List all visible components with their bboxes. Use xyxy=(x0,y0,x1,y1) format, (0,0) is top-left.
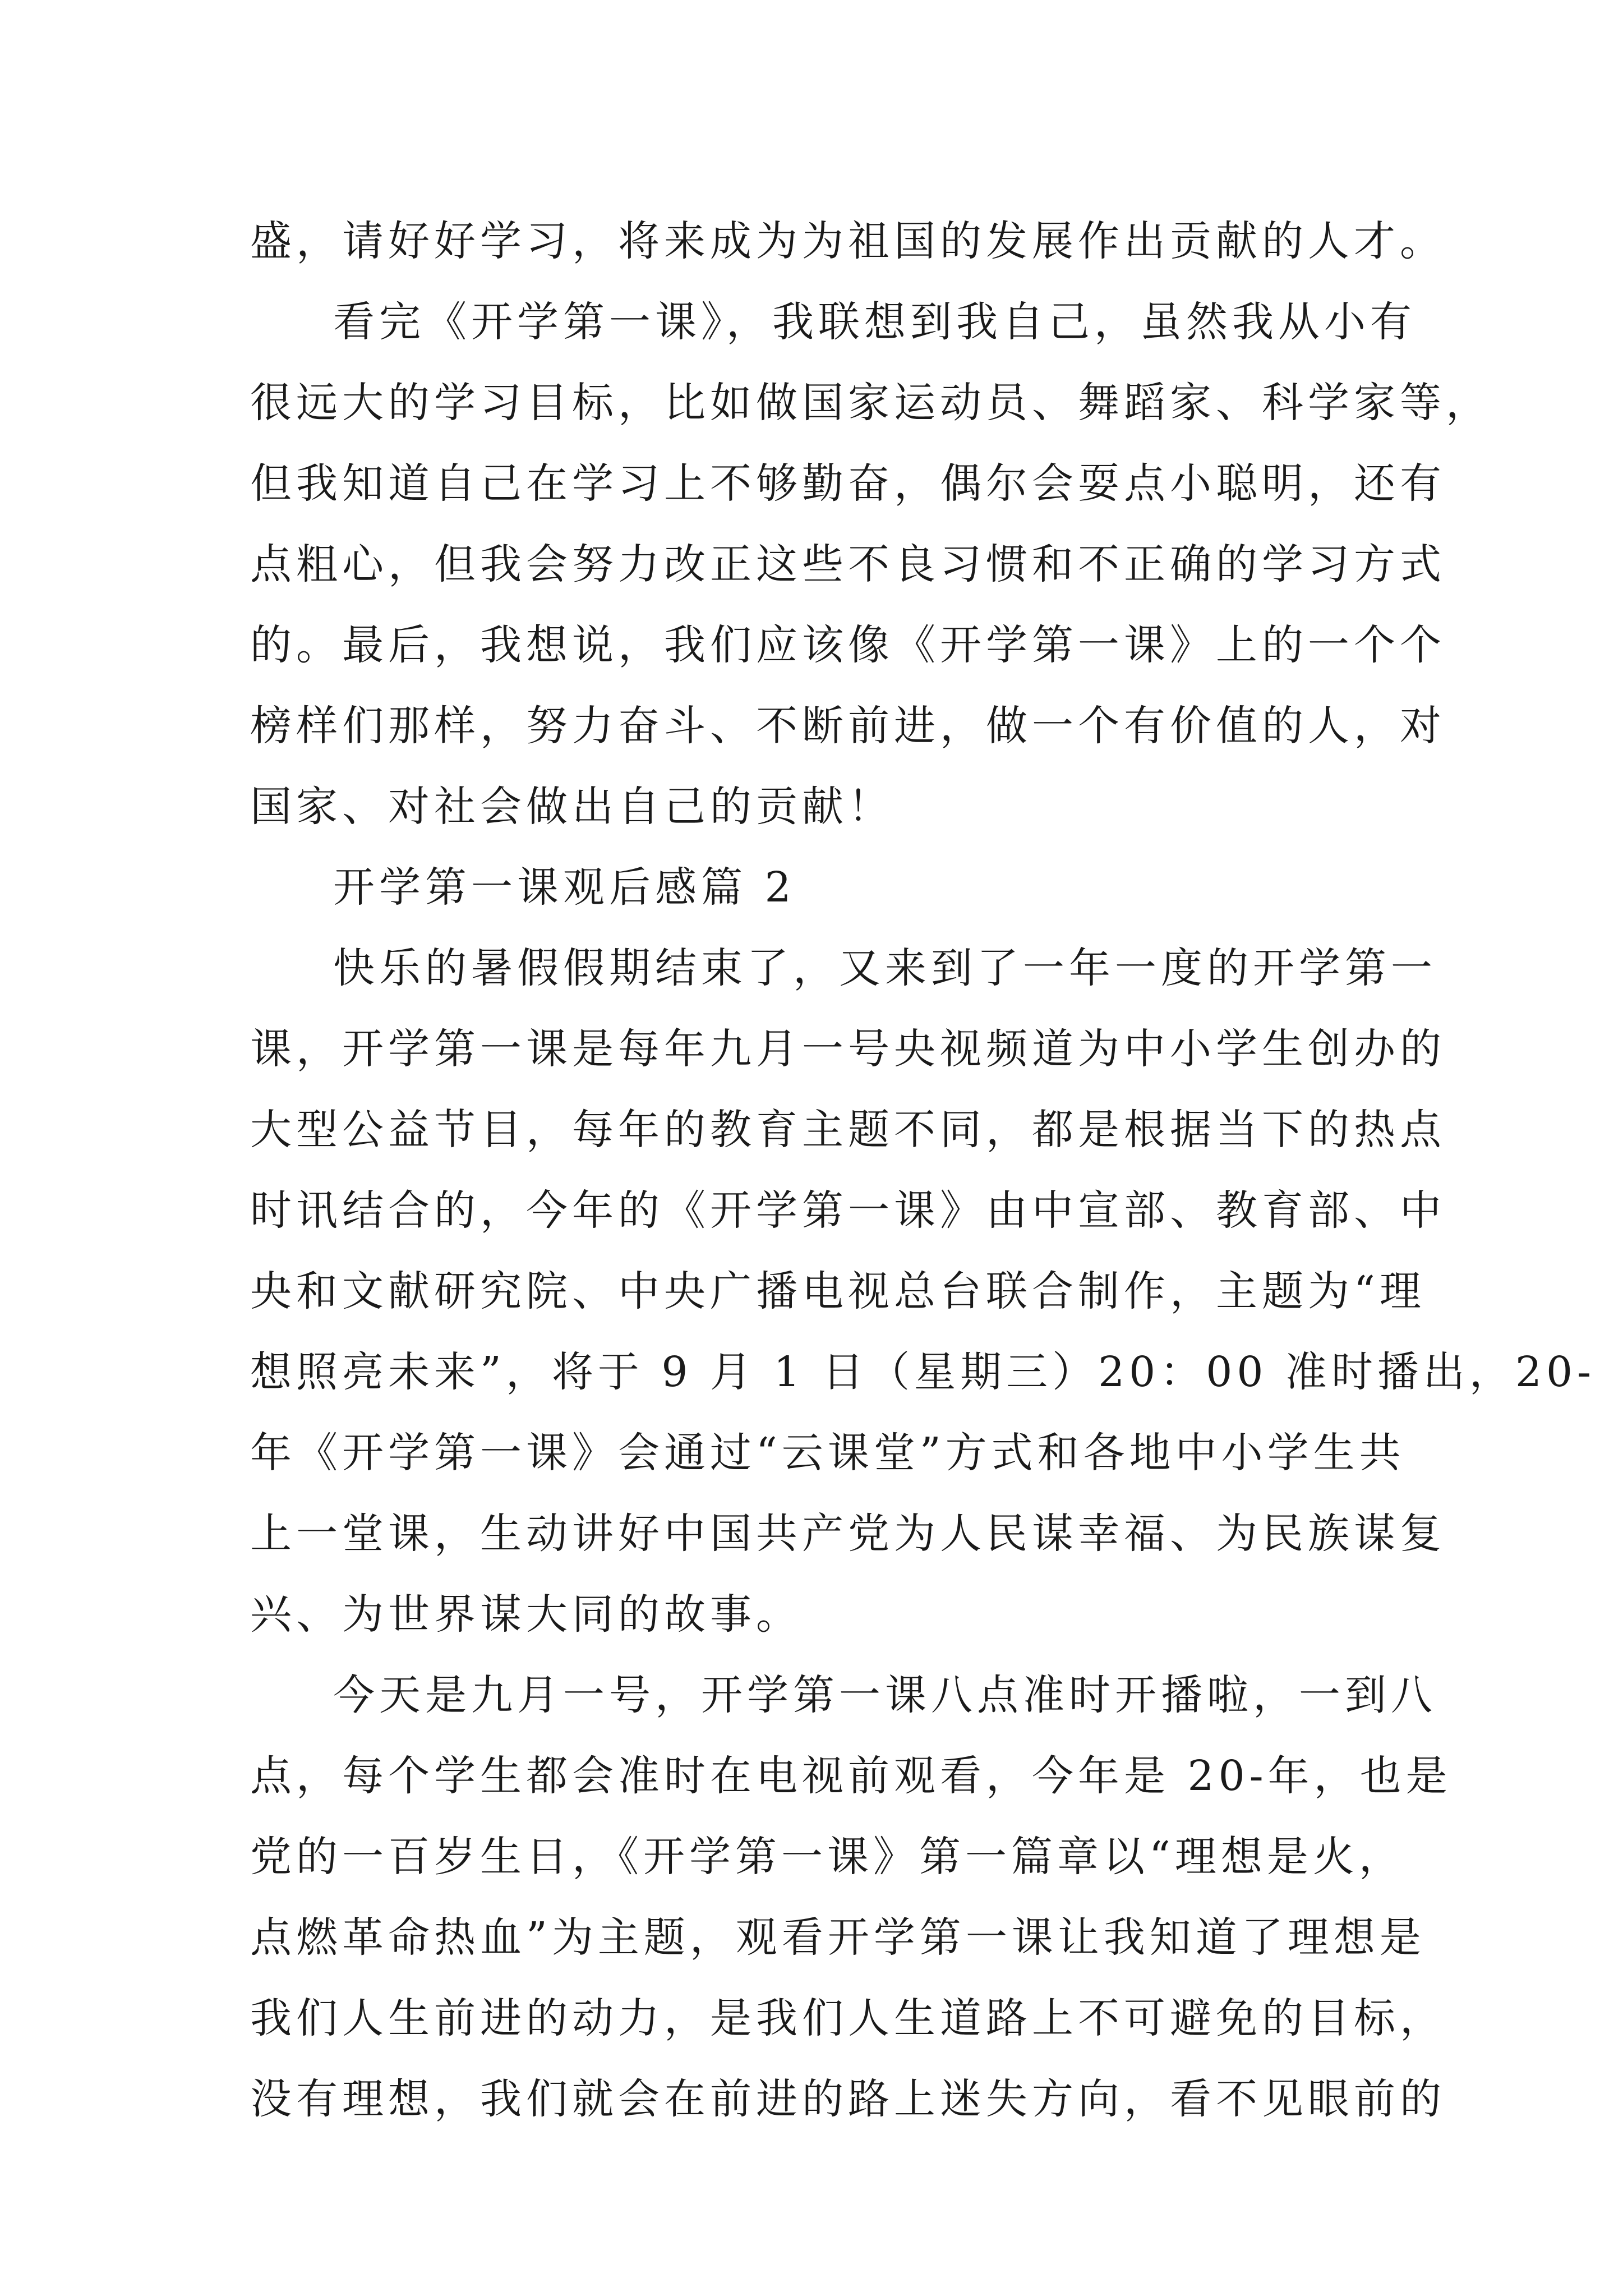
text-line: 想照亮未来”，将于 9 月 1 日（星期三）20：00 准时播出，20- xyxy=(250,1348,1596,1396)
text-line: 我们人生前进的动力，是我们人生道路上不可避免的目标， xyxy=(250,1994,1446,2042)
document-body xyxy=(250,201,1596,2139)
text-line: 国家、对社会做出自己的贡献！ xyxy=(250,783,894,831)
section-heading: 开学第一课观后感篇 2 xyxy=(333,863,796,912)
text-line: 盛，请好好学习，将来成为为祖国的发展作出贡献的人才。 xyxy=(250,217,1446,265)
text-line: 点燃革命热血”为主题，观看开学第一课让我知道了理想是 xyxy=(250,1913,1426,1962)
text-line: 点粗心，但我会努力改正这些不良习惯和不正确的学习方式 xyxy=(250,540,1446,588)
text-line: 年《开学第一课》会通过“云课堂”方式和各地中小学生共 xyxy=(250,1429,1405,1477)
text-line: 榜样们那样，努力奋斗、不断前进，做一个有价值的人，对 xyxy=(250,702,1446,750)
text-line: 央和文献研究院、中央广播电视总台联合制作，主题为“理 xyxy=(250,1267,1426,1315)
text-line: 党的一百岁生日，《开学第一课》第一篇章以“理想是火， xyxy=(250,1833,1405,1881)
text-line: 兴、为世界谋大同的故事。 xyxy=(250,1590,802,1639)
text-line: 但我知道自己在学习上不够勤奋，偶尔会耍点小聪明，还有 xyxy=(250,459,1446,508)
text-line: 课，开学第一课是每年九月一号央视频道为中小学生创办的 xyxy=(250,1025,1446,1073)
text-line: 上一堂课，生动讲好中国共产党为人民谋幸福、为民族谋复 xyxy=(250,1510,1446,1558)
text-line: 快乐的暑假假期结束了，又来到了一年一度的开学第一 xyxy=(333,944,1437,992)
text-line: 时讯结合的，今年的《开学第一课》由中宣部、教育部、中 xyxy=(250,1186,1446,1235)
text-line: 很远大的学习目标，比如做国家运动员、舞蹈家、科学家等， xyxy=(250,379,1492,427)
text-line: 看完《开学第一课》，我联想到我自己，虽然我从小有 xyxy=(333,298,1416,346)
text-line: 点，每个学生都会准时在电视前观看，今年是 20-年，也是 xyxy=(250,1752,1452,1800)
text-line: 的。最后，我想说，我们应该像《开学第一课》上的一个个 xyxy=(250,621,1446,669)
text-line: 没有理想，我们就会在前进的路上迷失方向，看不见眼前的 xyxy=(250,2075,1446,2123)
text-line: 今天是九月一号，开学第一课八点准时开播啦，一到八 xyxy=(333,1671,1437,1719)
text-line: 大型公益节目，每年的教育主题不同，都是根据当下的热点 xyxy=(250,1106,1446,1154)
